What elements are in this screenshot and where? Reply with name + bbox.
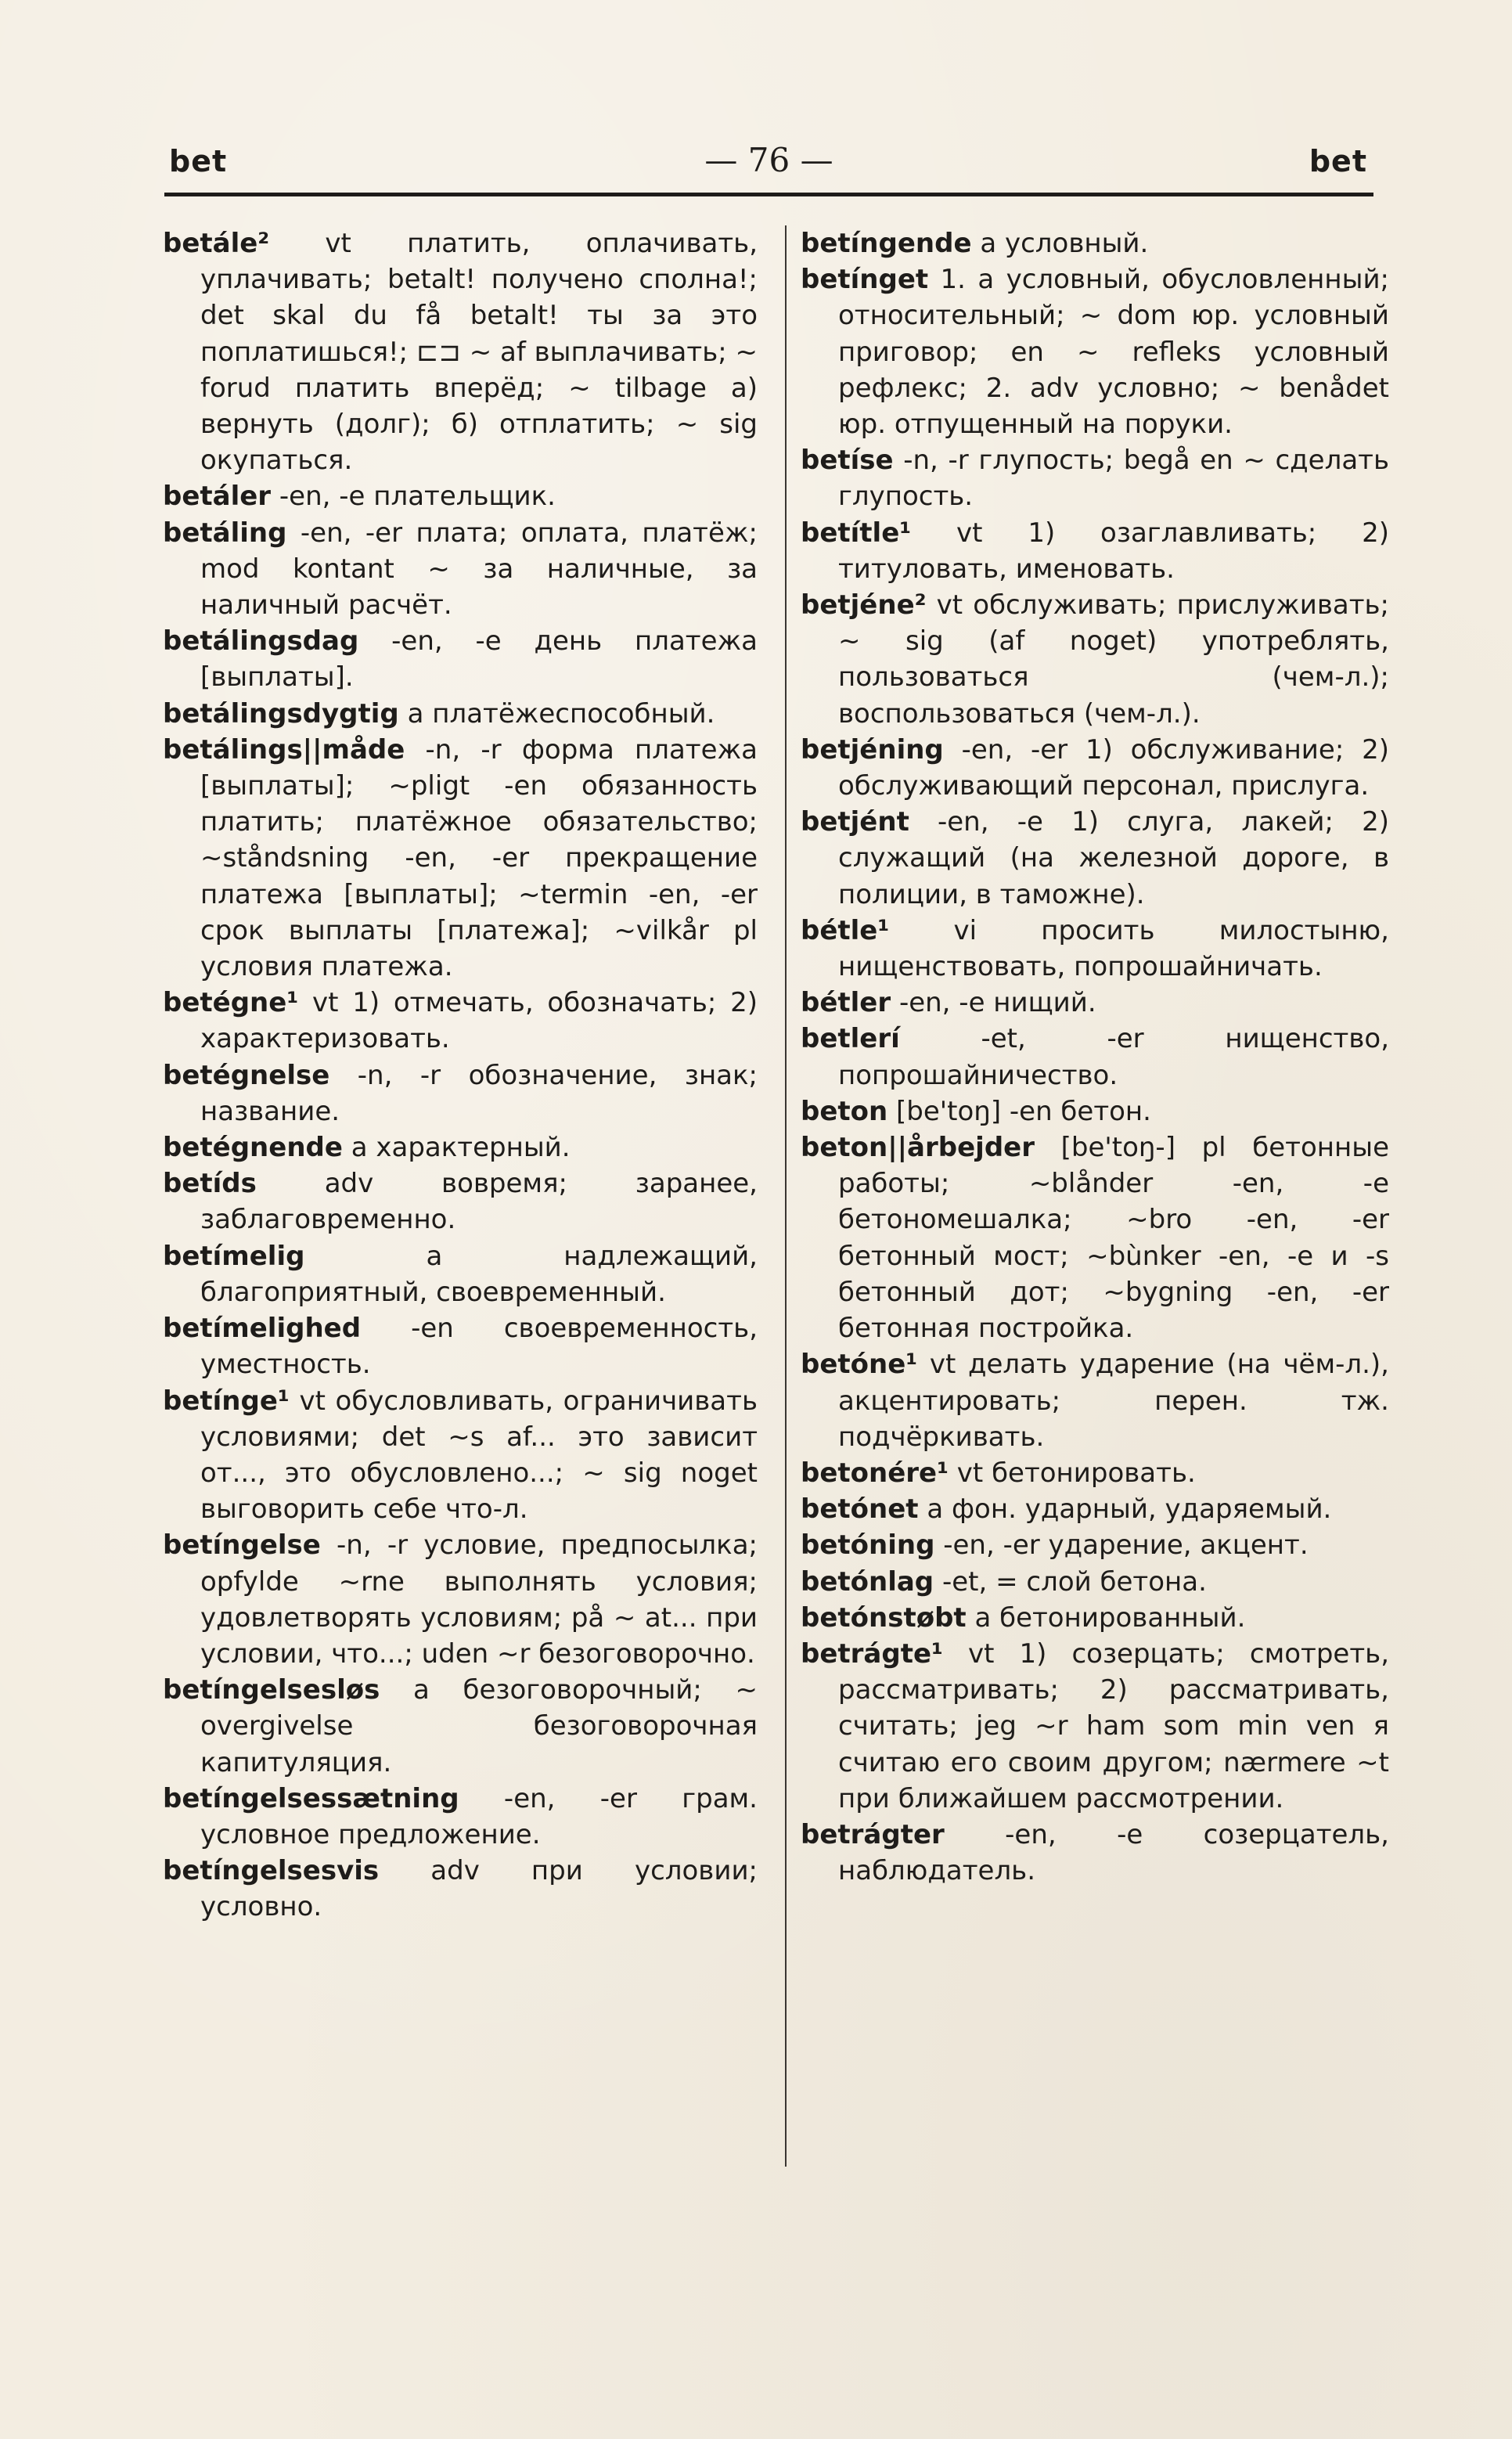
dictionary-entry [801,732,1389,804]
dictionary-entry [801,515,1389,587]
dictionary-entry [801,1021,1389,1093]
entry-definition: -en, -er грам. условное предложение. [200,1782,758,1850]
entry-headword: betjéning [801,733,944,766]
header-rule [164,193,1373,196]
entry-headword: bétle¹ [801,914,890,946]
dictionary-entry [801,1600,1389,1636]
dictionary-entry [801,804,1389,913]
entry-definition: -n, -r обозначение, знак; название. [200,1059,758,1127]
entry-headword: betjéne² [801,589,927,621]
entry-headword: betínget [801,264,929,296]
entry-definition: [be'toŋ-] pl бетонные работы; ~blånder -en, -e бетономешалка; ~bro -en, -er бетонный мост; ~bùnker -en, -e и -s бетонный дот; ~bygning -en, -er бетонная постройка. [838,1132,1389,1345]
dictionary-entry [163,696,758,732]
entry-definition: vi просить милостыню, нищенствовать, попрошайничать. [838,914,1389,983]
dictionary-entry [163,1853,758,1925]
entry-headword: betlerí [801,1023,900,1055]
dictionary-entry [801,1636,1389,1817]
dictionary-entry [801,1817,1389,1889]
entry-headword: betíngelse [163,1529,321,1562]
entry-headword: betále² [163,228,270,259]
entry-definition: -et, = слой бетона. [934,1565,1207,1598]
entry-headword: betálingsdag [163,625,359,657]
entry-headword: betálings||måde [163,733,405,766]
dictionary-entry [163,985,758,1057]
dictionary-entry [801,1129,1389,1346]
dictionary-entry [163,623,758,695]
page-number: — 76 — [704,141,833,179]
entry-definition: -en, -er 1) обслуживание; 2) обслуживающий персонал, прислуга. [838,733,1389,802]
entry-definition: vt делать ударение (на чём-л.), акцентировать; перен. тж. подчёркивать. [838,1349,1389,1453]
entry-headword: betímelig [163,1240,305,1272]
dictionary-entry [163,732,758,985]
left-column [163,225,758,1926]
entry-headword: betrágter [801,1818,945,1850]
dictionary-entry [163,225,758,478]
entry-headword: betónlag [801,1565,934,1598]
column-divider [785,225,787,2167]
entry-definition: vt 1) созерцать; смотреть, рассматривать; 2) рассматривать, считать; jeg ~r ham som min ven я считаю его своим другом; nærmere ~t при ближайшем рассмотрении. [838,1637,1389,1814]
entry-definition: -en, -e 1) слуга, лакей; 2) служащий (на железной дороге, в полиции, в таможне). [838,806,1389,910]
dictionary-entry [163,1238,758,1310]
entry-definition: vt обслуживать; прислуживать; ~ sig (af noget) употреблять, пользоваться (чем-л.); воспользоваться (чем-л.). [838,589,1389,730]
entry-headword: betíngende [801,228,972,259]
dictionary-entry [163,1383,758,1528]
entry-definition: a характерный. [342,1132,571,1164]
entry-definition: vt обусловливать, ограничивать условиями; det ~s af... это зависит от..., это обусловлено...; ~ sig noget выговорить себе что-л. [200,1385,758,1526]
entry-headword: betítle¹ [801,517,912,549]
entry-headword: betíds [163,1168,257,1200]
entry-headword: betáler [163,481,272,513]
dictionary-entry [801,1491,1389,1527]
entry-definition: -en, -er плата; оплата, платёж; mod kontant ~ за наличные, за наличный расчёт. [200,517,758,621]
entry-definition: -en, -e плательщик. [271,481,556,513]
dictionary-entry [163,515,758,624]
entry-headword: betíngelsessætning [163,1782,459,1814]
entry-headword: betonére¹ [801,1457,949,1489]
entry-definition: vt платить, оплачивать, уплачивать; betalt! получено сполна!; det skal du få betalt! ты за это поплатишься!; ⊏⊐ ~ af выплачивать; ~ forud платить вперёд; ~ tilbage а) вернуть (долг); б) отплатить; ~ sig окупаться. [200,228,758,477]
dictionary-entry [801,1346,1389,1455]
entry-definition: -en своевременность, уместность. [200,1313,758,1381]
entry-headword: betáling [163,517,287,549]
entry-headword: beton [801,1095,888,1127]
entry-headword: betégnelse [163,1059,330,1091]
entry-headword: betíngelsesvis [163,1855,380,1887]
entry-definition: adv при условии; условно. [200,1855,758,1923]
entry-definition: -en, -e созерцатель, наблюдатель. [838,1818,1389,1887]
dictionary-entry [163,1781,758,1853]
dictionary-entry [801,913,1389,985]
entry-definition: -n, -r форма платежа [выплаты]; ~pligt -en обязанность платить; платёжное обязательство; ~ståndsning -en, -er прекращение платежа [выплаты]; ~termin -en, -er срок выплаты [платежа]; ~vilkår pl условия платежа. [200,733,758,983]
entry-definition: -et, -er нищенство, попрошайничество. [838,1023,1389,1091]
entry-definition: 1. a условный, обусловленный; относительный; ~ dom юр. условный приговор; en ~ refleks условный рефлекс; 2. adv условно; ~ benådet юр. отпущенный на поруки. [838,264,1389,441]
dictionary-entry [801,985,1389,1021]
entry-headword: betégne¹ [163,987,299,1019]
entry-definition: vt бетонировать. [949,1457,1196,1489]
dictionary-entry [801,1564,1389,1600]
entry-definition: vt 1) озаглавливать; 2) титуловать, именовать. [838,517,1389,585]
dictionary-entry [801,587,1389,732]
right-column [801,225,1389,1889]
entry-headword: bétler [801,987,891,1019]
dictionary-entry [801,1527,1389,1563]
dictionary-entry [163,1672,758,1781]
entry-definition: a условный. [971,228,1149,259]
right-guide-word: bet [1309,144,1367,178]
entry-headword: betálingsdygtig [163,697,399,730]
entry-headword: betóne¹ [801,1349,918,1381]
dictionary-entry [163,1129,758,1165]
entry-definition: a фон. ударный, ударяемый. [918,1493,1332,1526]
entry-definition: -en, -e нищий. [891,987,1096,1019]
entry-definition: vt 1) отмечать, обозначать; 2) характеризовать. [200,987,758,1055]
entry-definition: a надлежащий, благоприятный, своевременный. [200,1240,758,1308]
dictionary-entry [801,442,1389,514]
entry-headword: betínge¹ [163,1385,290,1417]
entry-definition: a платёжеспособный. [398,697,715,730]
entry-headword: betónstøbt [801,1601,967,1634]
dictionary-entry [163,1310,758,1382]
left-guide-word: bet [169,144,228,178]
entry-headword: betímelighed [163,1313,362,1345]
entry-definition: adv вовремя; заранее, заблаговременно. [200,1168,758,1236]
dictionary-entry [801,1093,1389,1129]
entry-definition: a безоговорочный; ~ overgivelse безоговорочная капитуляция. [200,1674,758,1778]
entry-headword: betégnende [163,1132,343,1164]
entry-headword: betíngelsesløs [163,1674,380,1706]
entry-headword: betrágte¹ [801,1637,943,1670]
entry-headword: beton||årbejder [801,1132,1035,1164]
dictionary-entry [163,1165,758,1238]
entry-definition: -n, -r условие, предпосылка; opfylde ~rne выполнять условия; удовлетворять условиям; på ~ at... при условии, что...; uden ~r безоговорочно. [200,1529,758,1670]
dictionary-entry [163,1527,758,1672]
running-head [164,139,1373,186]
entry-definition: -en, -e день платежа [выплаты]. [200,625,758,694]
entry-headword: betjént [801,806,909,838]
entry-headword: betóning [801,1529,935,1562]
dictionary-entry [801,261,1389,442]
entry-definition: -en, -er ударение, акцент. [934,1529,1309,1562]
dictionary-entry [801,225,1389,261]
entry-headword: betónet [801,1493,919,1526]
dictionary-entry [163,1057,758,1129]
entry-headword: betíse [801,445,894,477]
entry-definition: a бетонированный. [966,1601,1246,1634]
dictionary-entry [801,1455,1389,1491]
entry-definition: -n, -r глупость; begå en ~ сделать глупость. [838,445,1389,513]
dictionary-entry [163,478,758,514]
entry-definition: [be'toŋ] -en бетон. [887,1095,1151,1127]
